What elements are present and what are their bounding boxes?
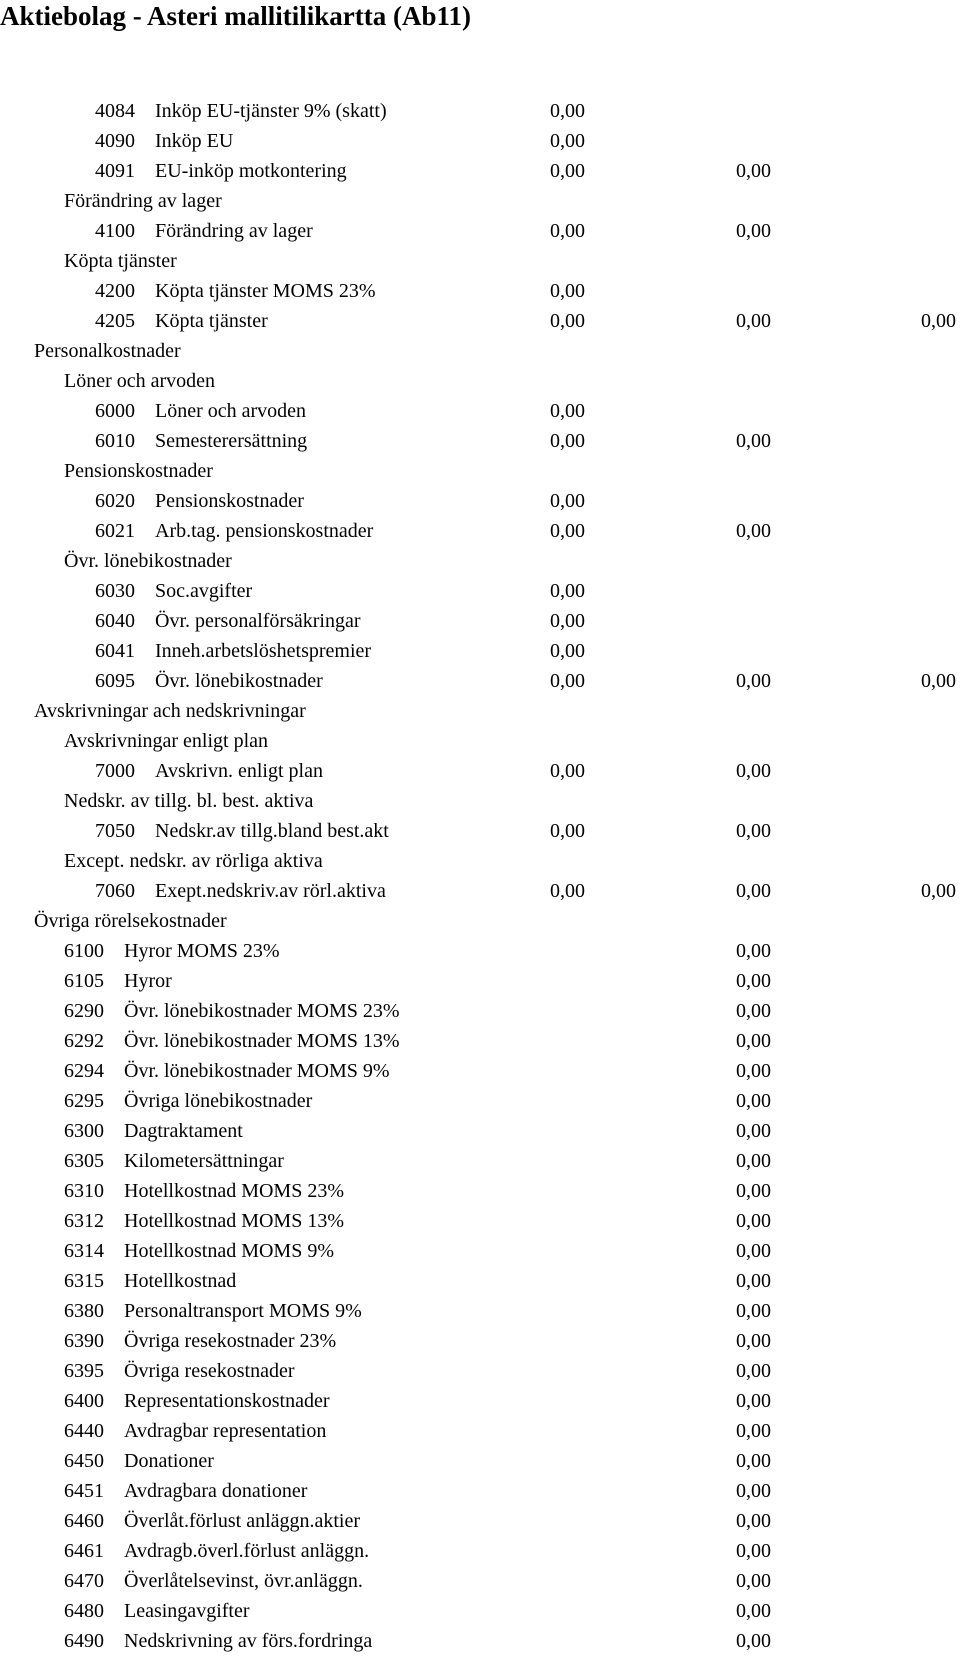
heading-label: Avskrivningar enligt plan	[64, 730, 269, 752]
account-row	[0, 216, 960, 246]
subgroup-heading	[0, 726, 960, 756]
account-number: 4091	[95, 160, 135, 182]
subgroup-heading	[0, 846, 960, 876]
subgroup-heading	[0, 366, 960, 396]
account-name: Överlåt.förlust anläggn.aktier	[124, 1510, 361, 1532]
account-name: Övriga resekostnader	[124, 1360, 295, 1382]
amount-col-2: 0,00	[736, 1120, 771, 1142]
amount-col-2: 0,00	[736, 1330, 771, 1352]
account-name: Löner och arvoden	[155, 400, 307, 422]
account-number: 6095	[95, 670, 135, 692]
amount-col-2: 0,00	[736, 160, 771, 182]
account-number: 6390	[64, 1330, 104, 1352]
account-name: EU-inköp motkontering	[155, 160, 347, 182]
heading-label: Avskrivningar ach nedskrivningar	[34, 700, 306, 722]
heading-label: Except. nedskr. av rörliga aktiva	[64, 850, 323, 872]
amount-col-1: 0,00	[550, 640, 585, 662]
amount-col-2: 0,00	[736, 520, 771, 542]
account-row	[0, 126, 960, 156]
account-number: 6020	[95, 490, 135, 512]
account-name: Köpta tjänster	[155, 310, 268, 332]
account-row	[0, 486, 960, 516]
heading-label: Personalkostnader	[34, 340, 181, 362]
account-name: Förändring av lager	[155, 220, 313, 242]
account-number: 6380	[64, 1300, 104, 1322]
amount-col-1: 0,00	[550, 520, 585, 542]
account-row	[0, 1566, 960, 1596]
amount-col-2: 0,00	[736, 760, 771, 782]
amount-col-2: 0,00	[736, 1390, 771, 1412]
account-number: 6450	[64, 1450, 104, 1472]
account-number: 6315	[64, 1270, 104, 1292]
heading-label: Övr. lönebikostnader	[64, 550, 232, 572]
amount-col-2: 0,00	[736, 880, 771, 902]
amount-col-1: 0,00	[550, 880, 585, 902]
account-number: 6300	[64, 1120, 104, 1142]
account-row	[0, 636, 960, 666]
account-number: 4100	[95, 220, 135, 242]
amount-col-1: 0,00	[550, 400, 585, 422]
amount-col-2: 0,00	[736, 1540, 771, 1562]
account-row	[0, 306, 960, 336]
account-name: Arb.tag. pensionskostnader	[155, 520, 374, 542]
account-row	[0, 1146, 960, 1176]
amount-col-2: 0,00	[736, 670, 771, 692]
account-number: 6105	[64, 970, 104, 992]
amount-col-1: 0,00	[550, 130, 585, 152]
amount-col-2: 0,00	[736, 1210, 771, 1232]
amount-col-2: 0,00	[736, 1300, 771, 1322]
amount-col-2: 0,00	[736, 940, 771, 962]
account-number: 6294	[64, 1060, 104, 1082]
account-row	[0, 666, 960, 696]
account-row	[0, 1446, 960, 1476]
account-number: 6440	[64, 1420, 104, 1442]
amount-col-2: 0,00	[736, 1570, 771, 1592]
amount-col-1: 0,00	[550, 280, 585, 302]
account-number: 6400	[64, 1390, 104, 1412]
account-row	[0, 396, 960, 426]
amount-col-2: 0,00	[736, 1360, 771, 1382]
account-number: 6470	[64, 1570, 104, 1592]
group-heading	[0, 336, 960, 366]
subgroup-heading	[0, 786, 960, 816]
amount-col-2: 0,00	[736, 1600, 771, 1622]
account-name: Övr. personalförsäkringar	[155, 610, 361, 632]
account-row	[0, 1236, 960, 1266]
account-name: Överlåtelsevinst, övr.anläggn.	[124, 1570, 363, 1592]
account-name: Övriga lönebikostnader	[124, 1090, 313, 1112]
heading-label: Köpta tjänster	[64, 250, 177, 272]
amount-col-2: 0,00	[736, 1510, 771, 1532]
account-name: Hotellkostnad MOMS 13%	[124, 1210, 344, 1232]
heading-label: Förändring av lager	[64, 190, 222, 212]
account-name: Inköp EU	[155, 130, 234, 152]
amount-col-2: 0,00	[736, 1270, 771, 1292]
amount-col-2: 0,00	[736, 1450, 771, 1472]
account-name: Nedskr.av tillg.bland best.akt	[155, 820, 389, 842]
account-row	[0, 606, 960, 636]
heading-label: Pensionskostnader	[64, 460, 213, 482]
group-heading	[0, 906, 960, 936]
account-number: 6292	[64, 1030, 104, 1052]
heading-label: Löner och arvoden	[64, 370, 216, 392]
amount-col-2: 0,00	[736, 1060, 771, 1082]
account-number: 4084	[95, 100, 135, 122]
account-number: 6460	[64, 1510, 104, 1532]
amount-col-2: 0,00	[736, 1180, 771, 1202]
subgroup-heading	[0, 546, 960, 576]
account-number: 7000	[95, 760, 135, 782]
account-number: 7060	[95, 880, 135, 902]
account-row	[0, 1176, 960, 1206]
subgroup-heading	[0, 246, 960, 276]
account-number: 6010	[95, 430, 135, 452]
account-name: Hyror MOMS 23%	[124, 940, 280, 962]
account-number: 6451	[64, 1480, 104, 1502]
account-number: 6021	[95, 520, 135, 542]
account-number: 4200	[95, 280, 135, 302]
account-number: 4205	[95, 310, 135, 332]
heading-label: Nedskr. av tillg. bl. best. aktiva	[64, 790, 314, 812]
group-heading	[0, 696, 960, 726]
amount-col-2: 0,00	[736, 1630, 771, 1652]
amount-col-2: 0,00	[736, 820, 771, 842]
account-name: Avdragbar representation	[124, 1420, 327, 1442]
amount-col-2: 0,00	[736, 1090, 771, 1112]
account-row	[0, 1416, 960, 1446]
account-name: Övr. lönebikostnader MOMS 9%	[124, 1060, 390, 1082]
account-row	[0, 276, 960, 306]
account-name: Övr. lönebikostnader MOMS 13%	[124, 1030, 400, 1052]
account-name: Nedskrivning av förs.fordringa	[124, 1630, 373, 1652]
amount-col-2: 0,00	[736, 1000, 771, 1022]
account-name: Donationer	[124, 1450, 214, 1472]
account-name: Hotellkostnad MOMS 23%	[124, 1180, 344, 1202]
amount-col-2: 0,00	[736, 1240, 771, 1262]
amount-col-1: 0,00	[550, 160, 585, 182]
account-number: 6041	[95, 640, 135, 662]
account-number: 6305	[64, 1150, 104, 1172]
account-name: Representationskostnader	[124, 1390, 330, 1412]
amount-col-1: 0,00	[550, 670, 585, 692]
account-row	[0, 1116, 960, 1146]
amount-col-1: 0,00	[550, 760, 585, 782]
heading-label: Övriga rörelsekostnader	[34, 910, 227, 932]
account-row	[0, 1596, 960, 1626]
account-name: Exept.nedskriv.av rörl.aktiva	[155, 880, 386, 902]
account-name: Hyror	[124, 970, 172, 992]
account-row	[0, 1476, 960, 1506]
account-row	[0, 756, 960, 786]
account-name: Leasingavgifter	[124, 1600, 250, 1622]
account-row	[0, 576, 960, 606]
page-title: Aktiebolag - Asteri mallitilikartta (Ab11)	[0, 1, 471, 31]
amount-col-3: 0,00	[921, 880, 956, 902]
account-row	[0, 1506, 960, 1536]
account-name: Avdragb.överl.förlust anläggn.	[124, 1540, 370, 1562]
account-name: Pensionskostnader	[155, 490, 304, 512]
account-name: Övr. lönebikostnader MOMS 23%	[124, 1000, 400, 1022]
account-number: 6395	[64, 1360, 104, 1382]
account-row	[0, 1536, 960, 1566]
amount-col-1: 0,00	[550, 610, 585, 632]
account-number: 6000	[95, 400, 135, 422]
account-name: Avdragbara donationer	[124, 1480, 308, 1502]
account-name: Inneh.arbetslöshetspremier	[155, 640, 372, 662]
amount-col-3: 0,00	[921, 310, 956, 332]
account-row	[0, 516, 960, 546]
account-name: Personaltransport MOMS 9%	[124, 1300, 362, 1322]
account-row	[0, 1296, 960, 1326]
account-row	[0, 936, 960, 966]
amount-col-2: 0,00	[736, 220, 771, 242]
account-number: 6314	[64, 1240, 104, 1262]
account-row	[0, 1056, 960, 1086]
account-name: Hotellkostnad MOMS 9%	[124, 1240, 334, 1262]
amount-col-2: 0,00	[736, 1480, 771, 1502]
account-row	[0, 1026, 960, 1056]
account-name: Inköp EU-tjänster 9% (skatt)	[155, 100, 387, 122]
subgroup-heading	[0, 456, 960, 486]
account-number: 6480	[64, 1600, 104, 1622]
amount-col-1: 0,00	[550, 310, 585, 332]
account-row	[0, 1266, 960, 1296]
account-row	[0, 1356, 960, 1386]
account-name: Soc.avgifter	[155, 580, 253, 602]
account-row	[0, 1206, 960, 1236]
account-name: Avskrivn. enligt plan	[155, 760, 323, 782]
account-row	[0, 426, 960, 456]
account-name: Kilometersättningar	[124, 1150, 284, 1172]
amount-col-2: 0,00	[736, 1030, 771, 1052]
amount-col-2: 0,00	[736, 1150, 771, 1172]
account-number: 6461	[64, 1540, 104, 1562]
subgroup-heading	[0, 186, 960, 216]
account-row	[0, 996, 960, 1026]
account-list	[0, 96, 960, 1656]
account-row	[0, 966, 960, 996]
account-number: 6295	[64, 1090, 104, 1112]
account-row	[0, 816, 960, 846]
amount-col-1: 0,00	[550, 430, 585, 452]
account-number: 6312	[64, 1210, 104, 1232]
account-name: Övr. lönebikostnader	[155, 670, 323, 692]
account-number: 6040	[95, 610, 135, 632]
amount-col-2: 0,00	[736, 970, 771, 992]
account-row	[0, 1386, 960, 1416]
account-number: 6030	[95, 580, 135, 602]
account-number: 7050	[95, 820, 135, 842]
amount-col-3: 0,00	[921, 670, 956, 692]
account-number: 6290	[64, 1000, 104, 1022]
account-row	[0, 876, 960, 906]
account-name: Hotellkostnad	[124, 1270, 237, 1292]
amount-col-1: 0,00	[550, 220, 585, 242]
account-number: 4090	[95, 130, 135, 152]
account-row	[0, 1626, 960, 1656]
amount-col-1: 0,00	[550, 820, 585, 842]
amount-col-1: 0,00	[550, 580, 585, 602]
amount-col-1: 0,00	[550, 490, 585, 512]
account-number: 6490	[64, 1630, 104, 1652]
account-row	[0, 1326, 960, 1356]
amount-col-1: 0,00	[550, 100, 585, 122]
account-name: Övriga resekostnader 23%	[124, 1330, 337, 1352]
account-row	[0, 1086, 960, 1116]
account-row	[0, 96, 960, 126]
amount-col-2: 0,00	[736, 1420, 771, 1442]
account-number: 6310	[64, 1180, 104, 1202]
amount-col-2: 0,00	[736, 310, 771, 332]
account-name: Dagtraktament	[124, 1120, 243, 1142]
account-number: 6100	[64, 940, 104, 962]
amount-col-2: 0,00	[736, 430, 771, 452]
account-row	[0, 156, 960, 186]
account-name: Semesterersättning	[155, 430, 308, 452]
account-name: Köpta tjänster MOMS 23%	[155, 280, 376, 302]
